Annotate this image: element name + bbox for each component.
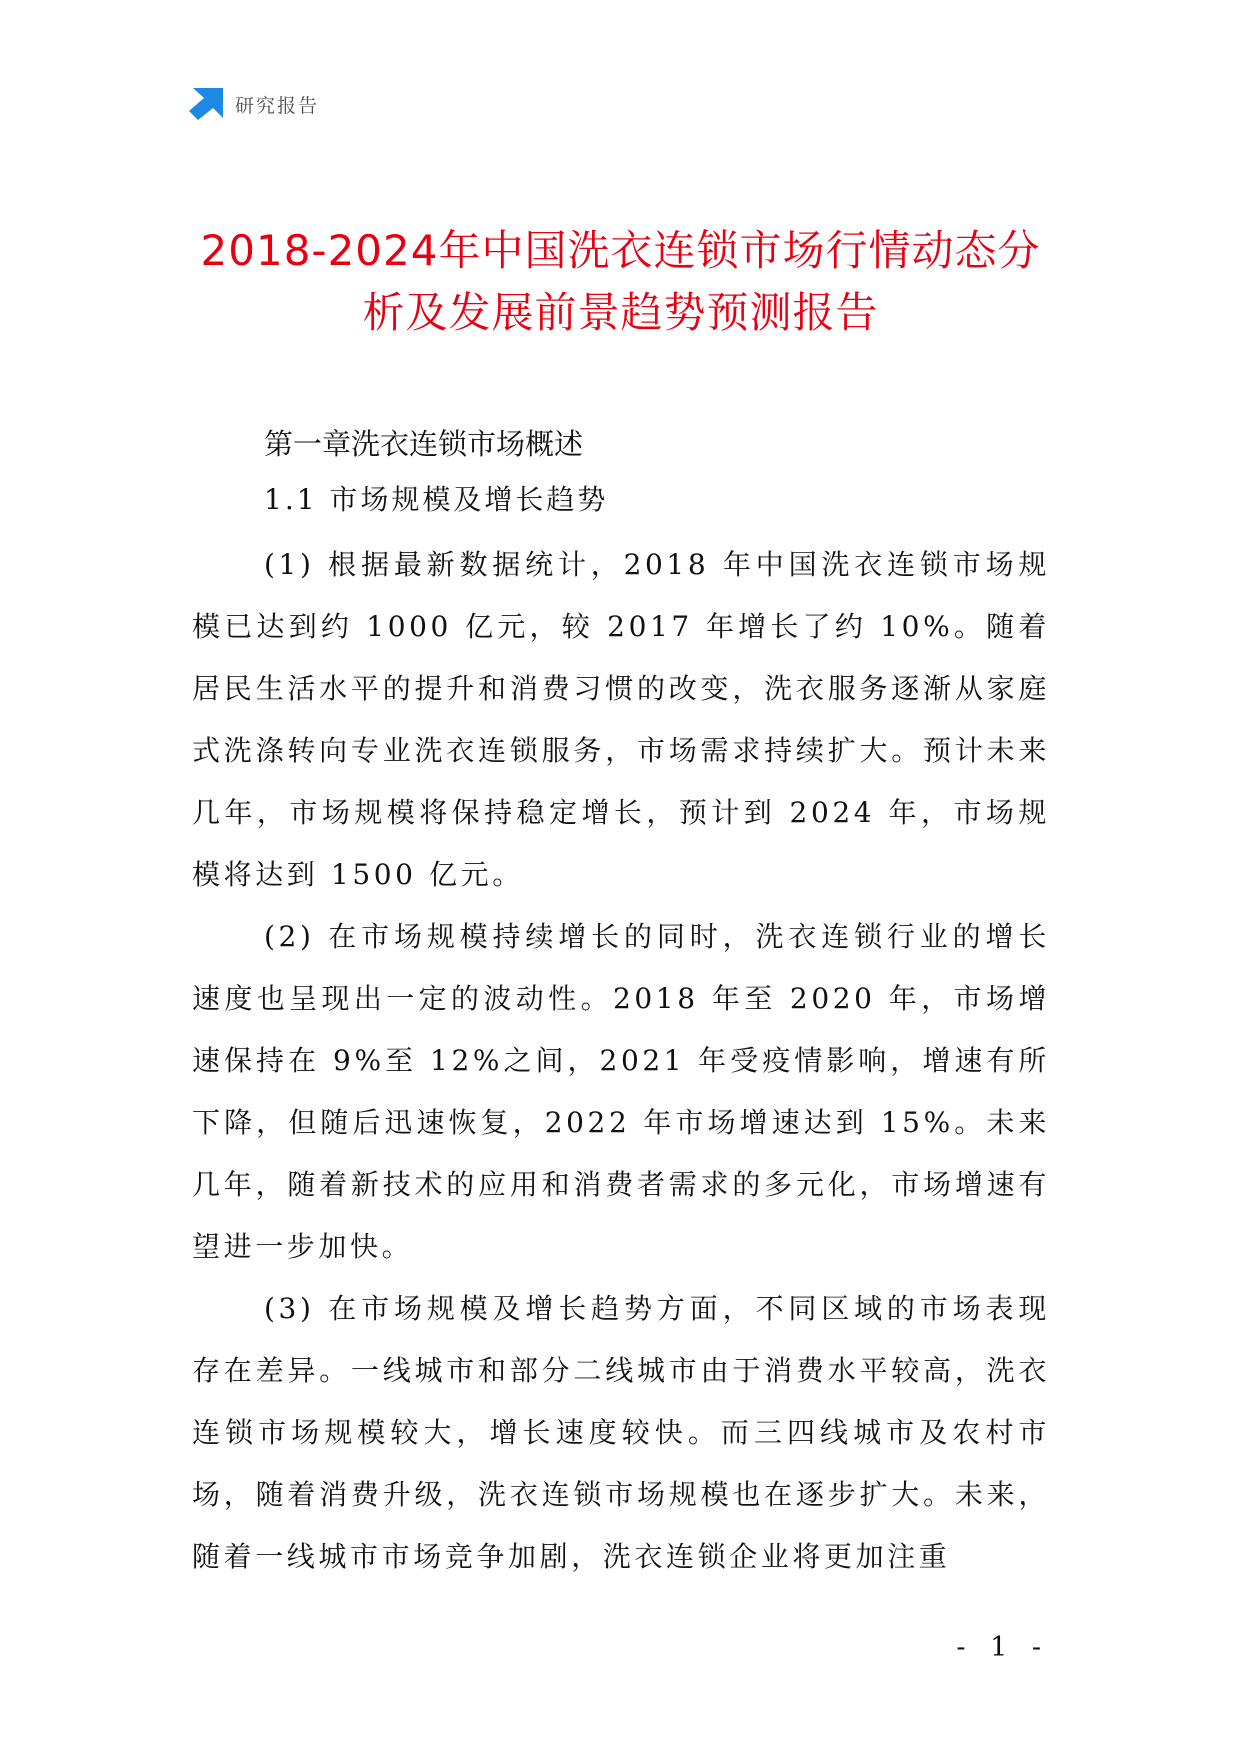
page-number: - 1 - [956,1632,1049,1663]
report-title-line-2: 析及发展前景趋势预测报告 [362,288,879,337]
report-header [189,88,319,120]
header-label: 研究报告 [235,94,320,117]
report-title [150,220,1091,344]
chapter-heading: 第一章洗衣连锁市场概述 [264,427,584,461]
section-heading: 1.1 市场规模及增长趋势 [264,483,609,516]
report-body [192,416,1050,1588]
arrow-up-right-icon [189,88,223,120]
body-paragraph: (2) 在市场规模持续增长的同时，洗衣连锁行业的增长速度也呈现出一定的波动性。2018 年至 2020 年，市场增速保持在 9%至 12%之间，2021 年受疫情影响，增速有所下降，但随后迅速恢复，2022 年市场增速达到 15%。未来几年，随着新技术的应用和消费者需求的多元化，市场增速有望进一步加快。 [192,920,1050,1263]
report-title-line-1: 2018-2024年中国洗衣连锁市场行情动态分 [200,226,1041,275]
body-paragraph: (3) 在市场规模及增长趋势方面，不同区域的市场表现存在差异。一线城市和部分二线城市由于消费水平较高，洗衣连锁市场规模较大，增长速度较快。而三四线城市及农村市场，随着消费升级，洗衣连锁市场规模也在逐步扩大。未来，随着一线城市市场竞争加剧，洗衣连锁企业将更加注重 [192,1292,1050,1573]
body-paragraph: (1) 根据最新数据统计，2018 年中国洗衣连锁市场规模已达到约 1000 亿元，较 2017 年增长了约 10%。随着居民生活水平的提升和消费习惯的改变，洗衣服务逐渐从家庭式洗涤转向专业洗衣连锁服务，市场需求持续扩大。预计未来几年，市场规模将保持稳定增长，预计到 2024 年，市场规模将达到 1500 亿元。 [192,548,1050,891]
